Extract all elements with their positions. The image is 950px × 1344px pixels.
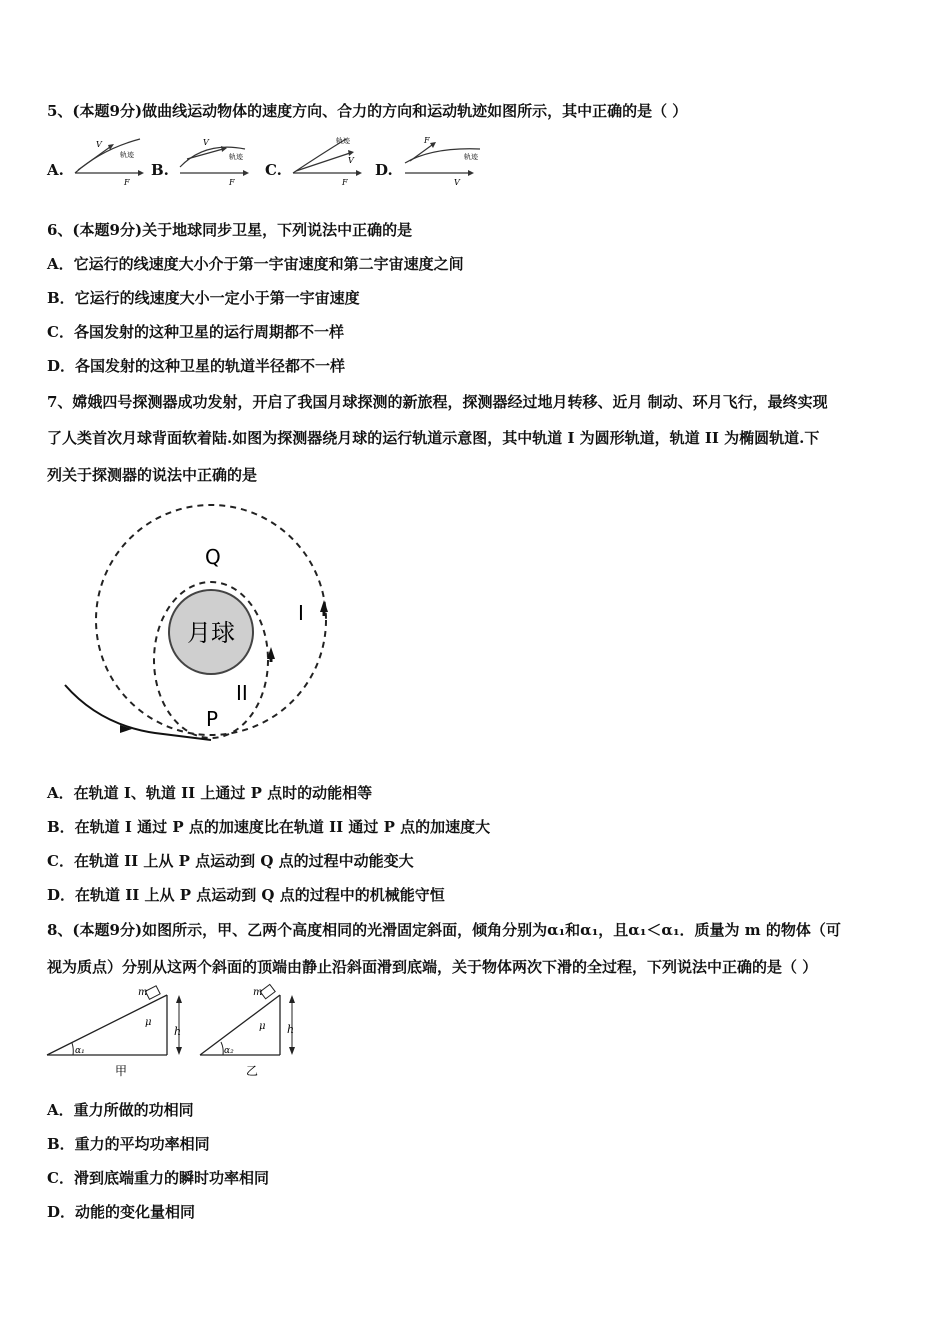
- orbit-ii-label: II: [236, 681, 248, 705]
- q7-stem-line-1: 7、嫦娥四号探测器成功发射，开启了我国月球探测的新旅程，探测器经过地月转移、近月 制动、环月飞行，最终实现: [47, 393, 828, 411]
- mass-label-yi: m: [253, 987, 263, 998]
- svg-text:轨迹: 轨迹: [336, 137, 350, 145]
- svg-text:V: V: [348, 156, 354, 165]
- alpha2-label: α₂: [224, 1046, 234, 1056]
- q8-option-c: C．滑到底端重力的瞬时功率相同: [47, 1169, 269, 1187]
- q5-stem: 5、(本题9分)做曲线运动物体的速度方向、合力的方向和运动轨迹如图所示，其中正确的是（ ）: [47, 102, 688, 120]
- incline-jia-label: 甲: [115, 1064, 128, 1078]
- q7-stem-line-3: 列关于探测器的说法中正确的是: [47, 466, 258, 484]
- q6-option-c: C．各国发射的这种卫星的运行周期都不一样: [47, 323, 344, 341]
- q7-option-d: D．在轨道 II 上从 P 点运动到 Q 点的过程中的机械能守恒: [47, 886, 445, 904]
- q5-figure-a: [72, 135, 147, 187]
- q7-stem-line-2: 了人类首次月球背面软着陆.如图为探测器绕月球的运行轨道示意图，其中轨道 I 为圆形轨道，轨道 II 为椭圆轨道.下: [47, 429, 820, 447]
- svg-text:V: V: [96, 140, 102, 149]
- q8-incline-figures: [45, 985, 310, 1080]
- q8-stem-line-1: 8、(本题9分)如图所示，甲、乙两个高度相同的光滑固定斜面，倾角分别为α₁和α₁，且α₁＜α₁．质量为 m 的物体（可: [47, 921, 841, 939]
- mu-label-yi: μ: [259, 1021, 266, 1032]
- orbit-i-label: I: [298, 601, 304, 625]
- mu-label-jia: μ: [145, 1017, 152, 1028]
- svg-text:F: F: [424, 136, 430, 145]
- q7-option-c: C．在轨道 II 上从 P 点运动到 Q 点的过程中动能变大: [47, 852, 414, 870]
- q6-option-d: D．各国发射的这种卫星的轨道半径都不一样: [47, 357, 346, 375]
- svg-text:轨迹: 轨迹: [464, 153, 478, 161]
- approach-trajectory: [65, 685, 211, 740]
- alpha1-label: α₁: [75, 1046, 85, 1056]
- height-label-jia: h: [174, 1025, 182, 1038]
- q7-option-b: B．在轨道 I 通过 P 点的加速度比在轨道 II 通过 P 点的加速度大: [47, 818, 491, 836]
- q8-option-a: A．重力所做的功相同: [47, 1101, 194, 1119]
- q5-option-c-label: C.: [265, 161, 282, 179]
- svg-text:V: V: [203, 138, 209, 147]
- q7-option-a: A．在轨道 I、轨道 II 上通过 P 点时的动能相等: [47, 784, 373, 802]
- point-q-label: Q: [205, 545, 221, 569]
- svg-text:V: V: [454, 178, 460, 187]
- q8-option-b: B．重力的平均功率相同: [47, 1135, 210, 1153]
- moon-label: 月球: [187, 619, 235, 647]
- block-jia: [145, 986, 160, 999]
- svg-text:F: F: [342, 178, 348, 187]
- q5-option-d-label: D.: [375, 161, 393, 179]
- svg-text:轨迹: 轨迹: [120, 151, 134, 159]
- q5-option-b-label: B.: [151, 161, 169, 179]
- q8-option-d: D．动能的变化量相同: [47, 1203, 196, 1221]
- point-p-label: P: [206, 707, 219, 731]
- q8-stem-line-2: 视为质点）分别从这两个斜面的顶端由静止沿斜面滑到底端，关于物体两次下滑的全过程，下列说法中正确的是（ ）: [47, 958, 818, 976]
- svg-text:F: F: [229, 178, 235, 187]
- q6-option-a: A．它运行的线速度大小介于第一宇宙速度和第二宇宙速度之间: [47, 255, 464, 273]
- svg-text:F: F: [124, 178, 130, 187]
- height-label-yi: h: [287, 1023, 295, 1036]
- incline-yi-label: 乙: [246, 1064, 259, 1078]
- q5-option-a-label: A.: [47, 161, 64, 179]
- q5-figure-c: [290, 135, 365, 187]
- q7-orbit-figure: [60, 500, 360, 750]
- q6-stem: 6、(本题9分)关于地球同步卫星，下列说法中正确的是: [47, 221, 413, 239]
- mass-label-jia: m: [138, 987, 148, 998]
- q5-figure-b: [177, 135, 252, 187]
- q5-figure-d: [402, 135, 487, 187]
- q6-option-b: B．它运行的线速度大小一定小于第一宇宙速度: [47, 289, 360, 307]
- svg-text:轨迹: 轨迹: [229, 153, 243, 161]
